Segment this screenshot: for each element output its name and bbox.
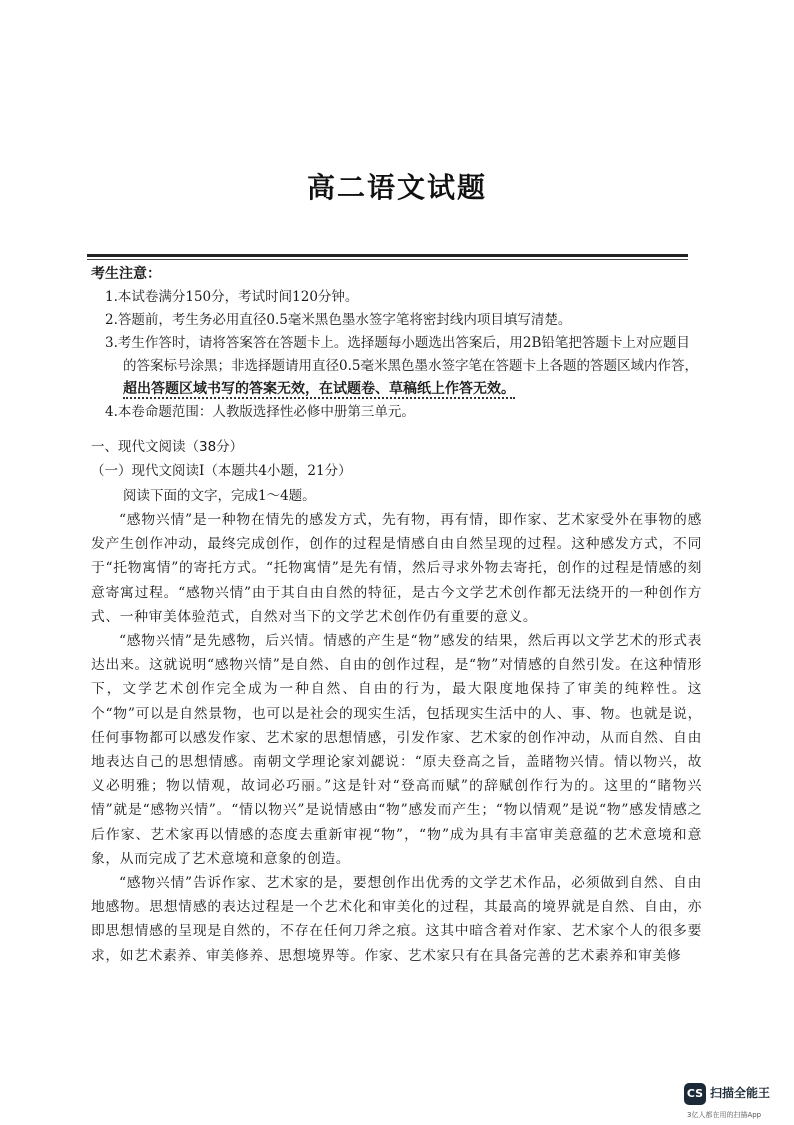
section-heading: 一、现代文阅读（38分） (91, 439, 244, 455)
scanner-logo-icon: CS (684, 1083, 706, 1105)
reading-passage (91, 508, 702, 968)
notice-item-3-emphasis: 超出答题区域书写的答案无效，在试题卷、草稿纸上作答无效。 (123, 381, 515, 397)
header-rule-thin (87, 259, 688, 260)
reading-instruction: 阅读下面的文字，完成1～4题。 (123, 488, 316, 504)
scanner-tagline: 3亿人都在用的扫描App (687, 1111, 762, 1119)
notice-item-4: 4.本卷命题范围：人教版选择性必修中册第三单元。 (105, 404, 415, 420)
subsection-heading: （一）现代文阅读Ⅰ（本题共4小题，21分） (91, 463, 352, 479)
notice-block (91, 263, 701, 424)
notice-item-1: 1.本试卷满分150分，考试时间120分钟。 (105, 289, 359, 305)
scanner-watermark (684, 1081, 794, 1121)
passage-paragraph-2: “感物兴情”是先感物，后兴情。情感的产生是“物”感发的结果，然后再以文学艺术的形式表达出来。这就说明“感物兴情”是自然、自由的创作过程，是“物”对情感的自然引发。在这种情形下，文学艺术创作完全成为一种自然、自由的行为，最大限度地保持了审美的纯粹性。这个“物”可以是自然景物，也可以是社会的现实生活，包括现实生活中的人、事、物。也就是说，任何事物都可以感发作家、艺术家的思想情感，引发作家、艺术家的创作冲动，从而自然、自由地表达自己的思想情感。南朝文学理论家刘勰说：“原夫登高之旨，盖睹物兴情。情以物兴，故义必明雅；物以情观，故词必巧丽。”这是针对“登高而赋”的辞赋创作行为的。这里的“睹物兴情”就是“感物兴情”。“情以物兴”是说情感由“物”感发而产生；“物以情观”是说“物”感发情感之后作家、艺术家再以情感的态度去重新审视“物”，“物”成为具有丰富审美意蕴的艺术意境和意象，从而完成了艺术意境和意象的创造。 (91, 633, 702, 867)
notice-item-3 (77, 332, 701, 401)
notice-item-3-text: 3.考生作答时，请将答案答在答题卡上。选择题每小题选出答案后，用2B铅笔把答题卡上对应题目的答案标号涂黑；非选择题请用直径0.5毫米黑色墨水签字笔在答题卡上各题的答题区域内作答， (105, 335, 698, 374)
scanner-app-name: 扫描全能王 (710, 1086, 771, 1100)
notice-item-2: 2.答题前，考生务必用直径0.5毫米黑色墨水签字笔将密封线内项目填写清楚。 (105, 312, 572, 328)
passage-paragraph-1: “感物兴情”是一种物在情先的感发方式，先有物，再有情，即作家、艺术家受外在事物的感发产生创作冲动，最终完成创作，创作的过程是情感自由自然呈现的过程。这种感发方式，不同于“托物寓情”的寄托方式。“托物寓情”是先有情，然后寻求外物去寄托，创作的过程是情感的刻意寄寓过程。“感物兴情”由于其自由自然的特征，是古今文学艺术创作都无法绕开的一种创作方式、一种审美体验范式，自然对当下的文学艺术创作仍有重要的意义。 (91, 512, 702, 625)
header-rule-thick (87, 254, 688, 257)
passage-paragraph-3: “感物兴情”告诉作家、艺术家的是，要想创作出优秀的文学艺术作品，必须做到自然、自由地感物。思想情感的表达过程是一个艺术化和审美化的过程，其最高的境界就是自然、自由，亦即思想情感的呈现是自然的，不存在任何刀斧之痕。这其中暗含着对作家、艺术家个人的很多要求，如艺术素养、审美修养、思想境界等。作家、艺术家只有在具备完善的艺术素养和审美修 (91, 875, 702, 964)
notice-heading: 考生注意： (91, 266, 161, 282)
page-title: 高二语文试题 (306, 171, 487, 204)
